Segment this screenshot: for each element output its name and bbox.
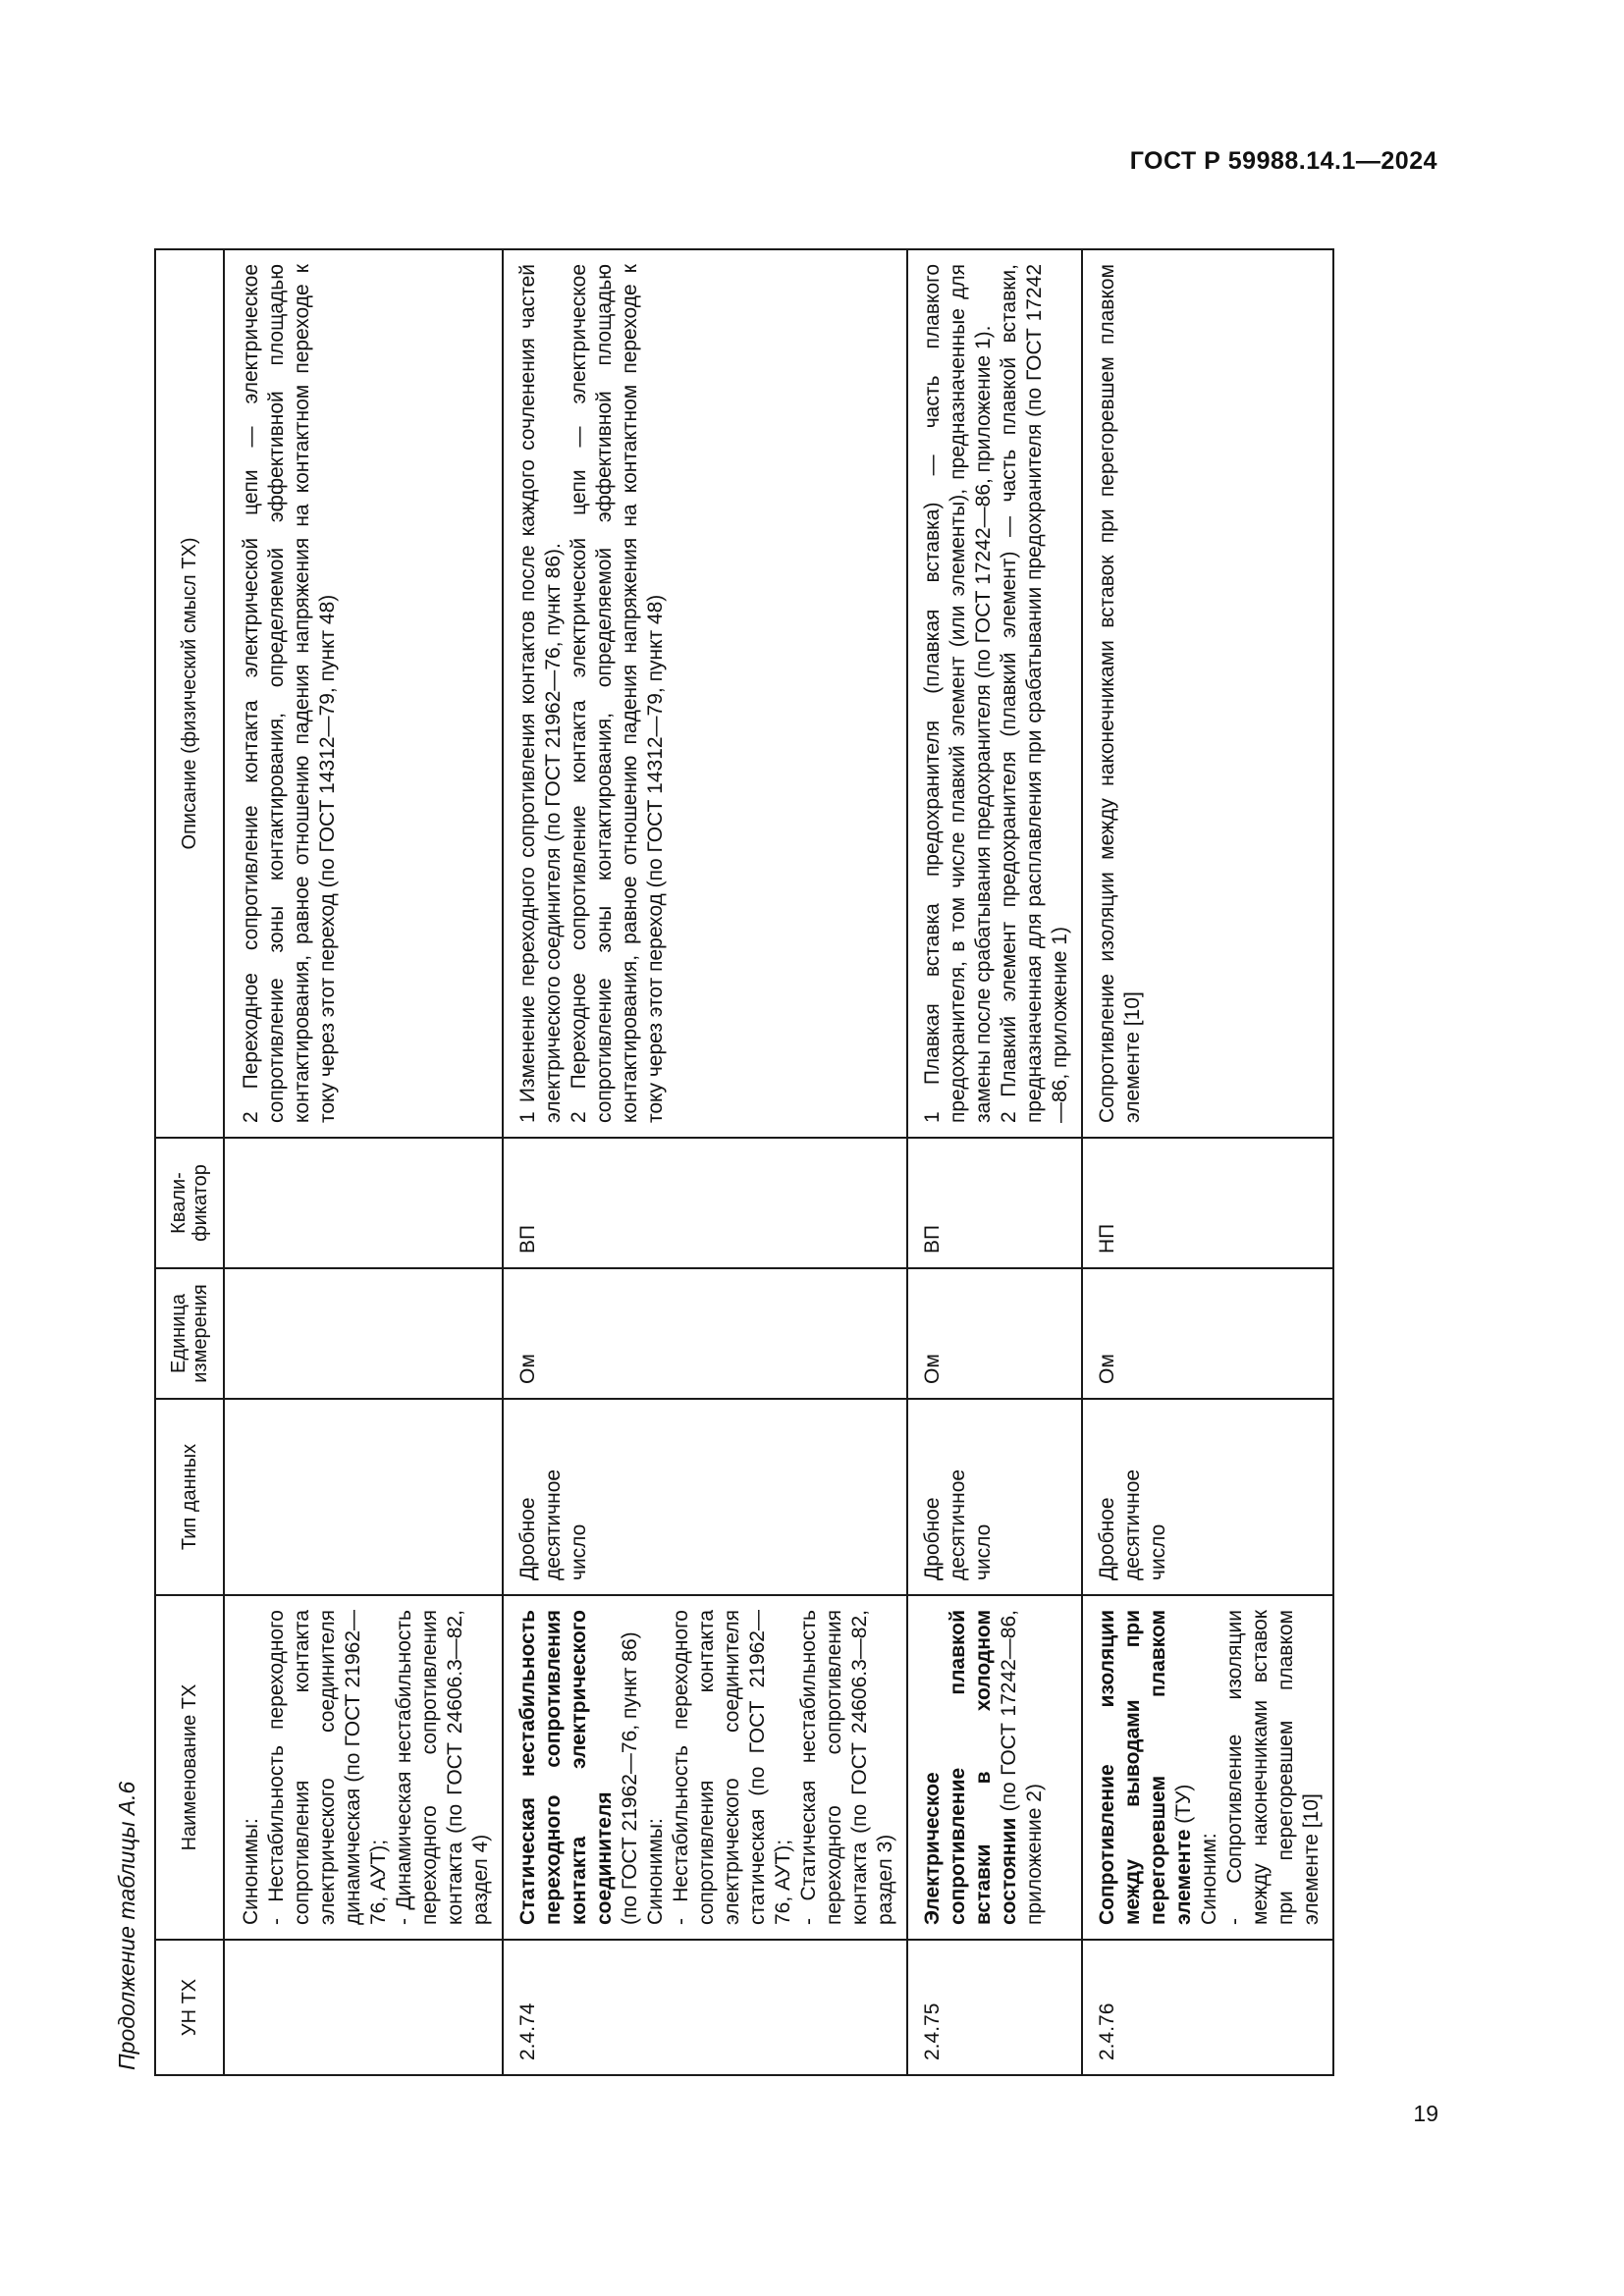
table-header-row xyxy=(155,249,224,2075)
cell-qualifier: ВП xyxy=(503,1138,907,1268)
cell-un xyxy=(224,1940,503,2075)
cell-name: Сопротивление изоляции между выводами при перегоревшем плавком элементе (ТУ) Синоним: - Сопротивление изоляции между наконечниками вставок при перегоревшем плавком элементе [10] xyxy=(1082,1595,1333,1940)
cell-qualifier: НП xyxy=(1082,1138,1333,1268)
cell-description: 2 Переходное сопротивление контакта электрической цепи — электрическое сопротивление зоны контактирования, определяемой эффективной площадью контактирования, равное отношению падения напряжения на контактном переходе к току через этот переход (по ГОСТ 14312—79, пункт 48) xyxy=(224,249,503,1138)
cell-name: Статическая нестабильность переходного сопротивления контакта электрического соединителя (по ГОСТ 21962—76, пункт 86) Синонимы: - Нестабильность переходного сопротивления контакта электрического соединителя статическая (по ГОСТ 21962—76, АУТ); - Статическая нестабильность переходного сопротивления контакта (по ГОСТ 24606.3—82, раздел 3) xyxy=(503,1595,907,1940)
col-header-un: УН ТХ xyxy=(155,1940,224,2075)
table-row xyxy=(503,249,907,2075)
cell-type: Дробное десятичное число xyxy=(907,1399,1082,1595)
col-header-description: Описание (физический смысл ТХ) xyxy=(155,249,224,1138)
cell-unit xyxy=(224,1268,503,1399)
table-row xyxy=(1082,249,1333,2075)
cell-description: Сопротивление изоляции между наконечниками вставок при перегоревшем плавком элементе [10] xyxy=(1082,249,1333,1138)
cell-name: Синонимы: - Нестабильность переходного сопротивления контакта электрического соединителя динамическая (по ГОСТ 21962—76, АУТ); - Динамическая нестабильность переходного сопротивления контакта (по ГОСТ 24606.3—82, раздел 4) xyxy=(224,1595,503,1940)
cell-qualifier: ВП xyxy=(907,1138,1082,1268)
cell-unit: Ом xyxy=(907,1268,1082,1399)
col-header-qualifier: Квали- фикатор xyxy=(155,1138,224,1268)
col-header-unit: Единица измерения xyxy=(155,1268,224,1399)
page-number: 19 xyxy=(1413,2101,1438,2126)
cell-type: Дробное десятичное число xyxy=(503,1399,907,1595)
document-code: ГОСТ Р 59988.14.1—2024 xyxy=(1129,147,1437,175)
rotated-table-area xyxy=(113,44,1429,2076)
cell-un: 2.4.76 xyxy=(1082,1940,1333,2075)
characteristics-table xyxy=(154,248,1334,2076)
cell-unit: Ом xyxy=(1082,1268,1333,1399)
col-header-name: Наименование ТХ xyxy=(155,1595,224,1940)
cell-type: Дробное десятичное число xyxy=(1082,1399,1333,1595)
cell-un: 2.4.75 xyxy=(907,1940,1082,2075)
col-header-type: Тип данных xyxy=(155,1399,224,1595)
cell-qualifier xyxy=(224,1138,503,1268)
cell-un: 2.4.74 xyxy=(503,1940,907,2075)
table-row xyxy=(224,249,503,2075)
cell-unit: Ом xyxy=(503,1268,907,1399)
cell-name: Электрическое сопротивление плавкой вставки в холодном состоянии (по ГОСТ 17242—86, приложение 2) xyxy=(907,1595,1082,1940)
table-row xyxy=(907,249,1082,2075)
table-caption: Продолжение таблицы А.6 xyxy=(114,1781,139,2070)
cell-description: 1 Плавкая вставка предохранителя (плавкая вставка) — часть плавкого предохранителя, в том числе плавкий элемент (или элементы), предназначенные для замены после срабатывания предохранителя (по ГОСТ 17242—86, приложение 1). 2 Плавкий элемент предохранителя (плавкий элемент) — часть плавкой вставки, предназначенная для расплавления при срабатывании предохранителя (по ГОСТ 17242—86, приложение 1) xyxy=(907,249,1082,1138)
cell-type xyxy=(224,1399,503,1595)
cell-description: 1 Изменение переходного сопротивления контактов после каждого сочленения частей электрического соединителя (по ГОСТ 21962—76, пункт 86). 2 Переходное сопротивление контакта электрической цепи — электрическое сопротивление зоны контактирования, определяемой эффективной площадью контактирования, равное отношению падения напряжения на контактном переходе к току через этот переход (по ГОСТ 14312—79, пункт 48) xyxy=(503,249,907,1138)
